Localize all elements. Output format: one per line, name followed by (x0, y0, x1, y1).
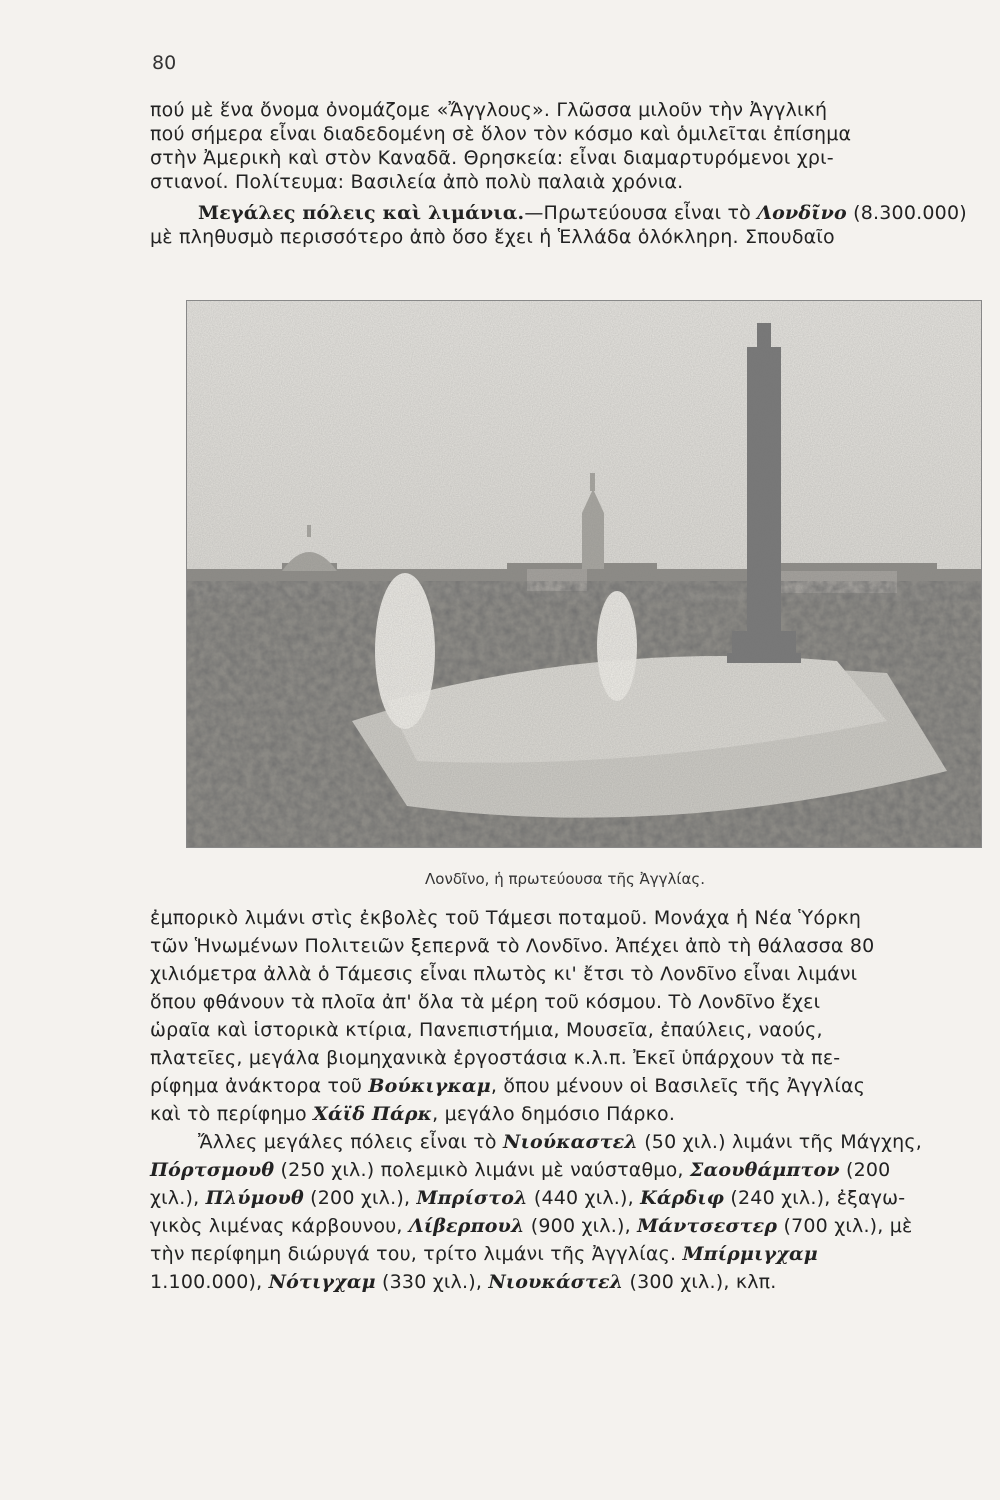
text-line: πού σήμερα εἶναι διαδεδομένη σὲ ὅλον τὸν κόσμο καὶ ὁμιλεῖται ἐπίσημα (150, 123, 852, 145)
text-line: στὴν Ἀμερικὴ καὶ στὸν Καναδᾶ. Θρησκεία: εἶναι διαμαρτυρόμενοι χρι- (150, 147, 834, 169)
place-name: Μπίρμιγχαμ (682, 1243, 818, 1265)
text-span: ρίφημα ἀνάκτορα τοῦ (150, 1075, 369, 1097)
text-span: (240 χιλ.), ἐξαγω- (724, 1187, 906, 1209)
text-span: (330 χιλ.), (375, 1271, 489, 1293)
place-name: Σαουθάμπτον (689, 1159, 840, 1181)
text-span: , μεγάλο δημόσιο Πάρκο. (432, 1103, 676, 1125)
place-name: Πλύμουθ (205, 1187, 304, 1209)
london-photo (186, 300, 982, 848)
text-span: τὴν περίφημη διώρυγά του, τρίτο λιμάνι τῆς Ἀγγλίας. (150, 1243, 683, 1265)
place-name: Νιουκάστελ (488, 1271, 624, 1293)
page-number: 80 (152, 52, 177, 74)
text-line: τῶν Ἡνωμένων Πολιτειῶν ξεπερνᾶ τὸ Λονδῖνο. Ἀπέχει ἀπὸ τὴ θάλασσα 80 (150, 935, 875, 957)
text-span: (300 χιλ.), κλπ. (623, 1271, 777, 1293)
text-span: καὶ τὸ περίφημο (150, 1103, 314, 1125)
text-line: ἐμπορικὸ λιμάνι στὶς ἐκβολὲς τοῦ Τάμεσι ποταμοῦ. Μονάχα ἡ Νέα Ὑόρκη (150, 907, 862, 929)
text-line: πού μὲ ἕνα ὄνομα ὀνομάζομε «Ἄγγλους». Γλῶσσα μιλοῦν τὴν Ἀγγλική (150, 99, 828, 121)
text-span: —Πρωτεύουσα εἶναι τὸ (524, 202, 758, 224)
trafalgar-square-illustration (187, 301, 981, 847)
place-name: Λονδῖνο (757, 202, 847, 224)
place-name: Χάϊδ Πάρκ (313, 1103, 433, 1125)
london-paragraph (150, 904, 980, 1128)
place-name: Πόρτσμουθ (150, 1159, 275, 1181)
text-span: (440 χιλ.), (527, 1187, 641, 1209)
text-span: (250 χιλ.) πολεμικὸ λιμάνι μὲ ναύσταθμο, (274, 1159, 690, 1181)
text-line: ὡραῖα καὶ ἱστορικὰ κτίρια, Πανεπιστήμια, Μουσεῖα, ἐπαύλεις, ναούς, (150, 1019, 823, 1041)
text-line: χιλιόμετρα ἀλλὰ ὁ Τάμεσις εἶναι πλωτὸς κι' ἔτσι τὸ Λονδῖνο εἶναι λιμάνι (150, 963, 858, 985)
section-heading: Μεγάλες πόλεις καὶ λιμάνια. (198, 202, 525, 224)
intro-text (150, 98, 980, 249)
place-name: Μπρίστολ (416, 1187, 528, 1209)
intro-paragraph (150, 98, 980, 194)
text-line: στιανοί. Πολίτευμα: Βασιλεία ἀπὸ πολὺ παλαιὰ χρόνια. (150, 171, 684, 193)
place-name: Νιούκαστελ (503, 1131, 638, 1153)
figure-caption: Λονδῖνο, ἡ πρωτεύουσα τῆς Ἀγγλίας. (425, 870, 705, 888)
text-span: (700 χιλ.), μὲ (777, 1215, 913, 1237)
text-span: χιλ.), (150, 1187, 206, 1209)
place-name: Νότιγχαμ (268, 1271, 376, 1293)
place-name: Μάντσεστερ (637, 1215, 778, 1237)
other-cities-paragraph (150, 1128, 980, 1296)
text-line: πλατεῖες, μεγάλα βιομηχανικὰ ἐργοστάσια κ.λ.π. Ἐκεῖ ὑπάρχουν τὰ πε- (150, 1047, 841, 1069)
text-span: 1.100.000), (150, 1271, 269, 1293)
text-line: ὅπου φθάνουν τὰ πλοῖα ἀπ' ὅλα τὰ μέρη τοῦ κόσμου. Τὸ Λονδῖνο ἔχει (150, 991, 821, 1013)
text-span: (50 χιλ.) λιμάνι τῆς Μάγχης, (637, 1131, 922, 1153)
cities-paragraph (150, 201, 980, 249)
place-name: Βούκιγκαμ (368, 1075, 491, 1097)
text-span: (900 χιλ.), (524, 1215, 638, 1237)
text-span: Ἄλλες μεγάλες πόλεις εἶναι τὸ (198, 1131, 503, 1153)
text-span: γικὸς λιμένας κάρβουνου, (150, 1215, 409, 1237)
text-span: (200 χιλ.), (303, 1187, 417, 1209)
place-name: Κάρδιφ (640, 1187, 725, 1209)
body-text (150, 904, 980, 1296)
text-span: (8.300.000) (846, 202, 967, 224)
text-span: (200 (839, 1159, 891, 1181)
text-line: μὲ πληθυσμὸ περισσότερο ἀπὸ ὅσο ἔχει ἡ Ἑλλάδα ὁλόκληρη. Σπουδαῖο (150, 226, 835, 248)
text-span: , ὅπου μένουν οἱ Βασιλεῖς τῆς Ἀγγλίας (490, 1075, 866, 1097)
place-name: Λίβερπουλ (408, 1215, 525, 1237)
